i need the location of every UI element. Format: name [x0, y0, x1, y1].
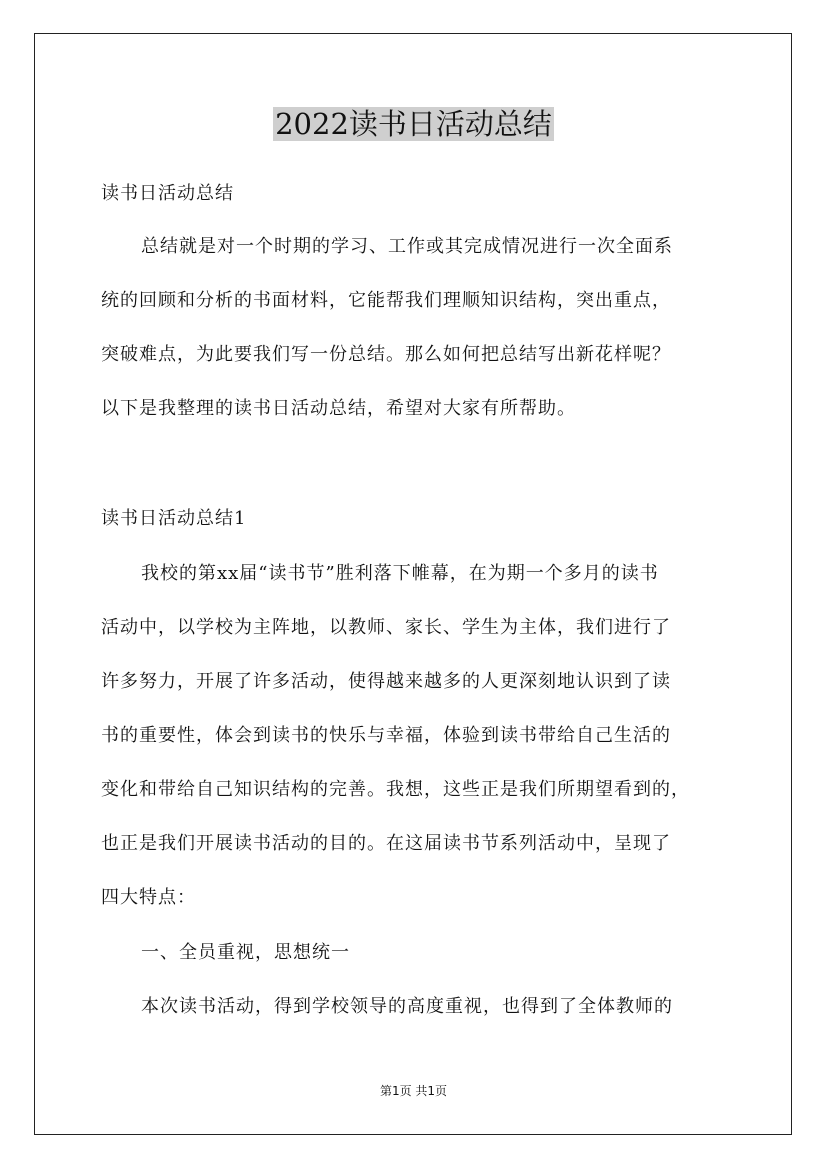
paragraph-line: 我校的第xx届“读书节”胜利落下帷幕，在为期一个多月的读书 [141, 563, 659, 584]
paragraph-line: 突破难点，为此要我们写一份总结。那么如何把总结写出新花样呢？ [101, 344, 671, 365]
document-title: 2022读书日活动总结 [275, 107, 552, 141]
paragraph-line: 四大特点： [101, 887, 196, 908]
paragraph-line: 书的重要性，体会到读书的快乐与幸福，体验到读书带给自己生活的 [101, 725, 671, 746]
sub-heading: 一、全员重视，思想统一 [141, 942, 350, 963]
section-heading: 读书日活动总结 [101, 183, 234, 204]
paragraph-line: 统的回顾和分析的书面材料，它能帮我们理顺知识结构，突出重点， [101, 290, 671, 311]
paragraph-line: 变化和带给自己知识结构的完善。我想，这些正是我们所期望看到的， [101, 779, 690, 800]
paragraph-line: 总结就是对一个时期的学习、工作或其完成情况进行一次全面系 [141, 236, 673, 257]
paragraph-line: 本次读书活动，得到学校领导的高度重视，也得到了全体教师的 [141, 996, 673, 1017]
paragraph-line: 许多努力，开展了许多活动，使得越来越多的人更深刻地认识到了读 [101, 671, 671, 692]
paragraph-line: 也正是我们开展读书活动的目的。在这届读书节系列活动中，呈现了 [101, 833, 671, 854]
document-title-container [0, 104, 827, 144]
section-heading: 读书日活动总结1 [101, 508, 247, 529]
paragraph-line: 以下是我整理的读书日活动总结，希望对大家有所帮助。 [101, 398, 576, 419]
paragraph-line: 活动中，以学校为主阵地，以教师、家长、学生为主体，我们进行了 [101, 617, 671, 638]
page-footer: 第1页 共1页 [379, 1084, 448, 1098]
